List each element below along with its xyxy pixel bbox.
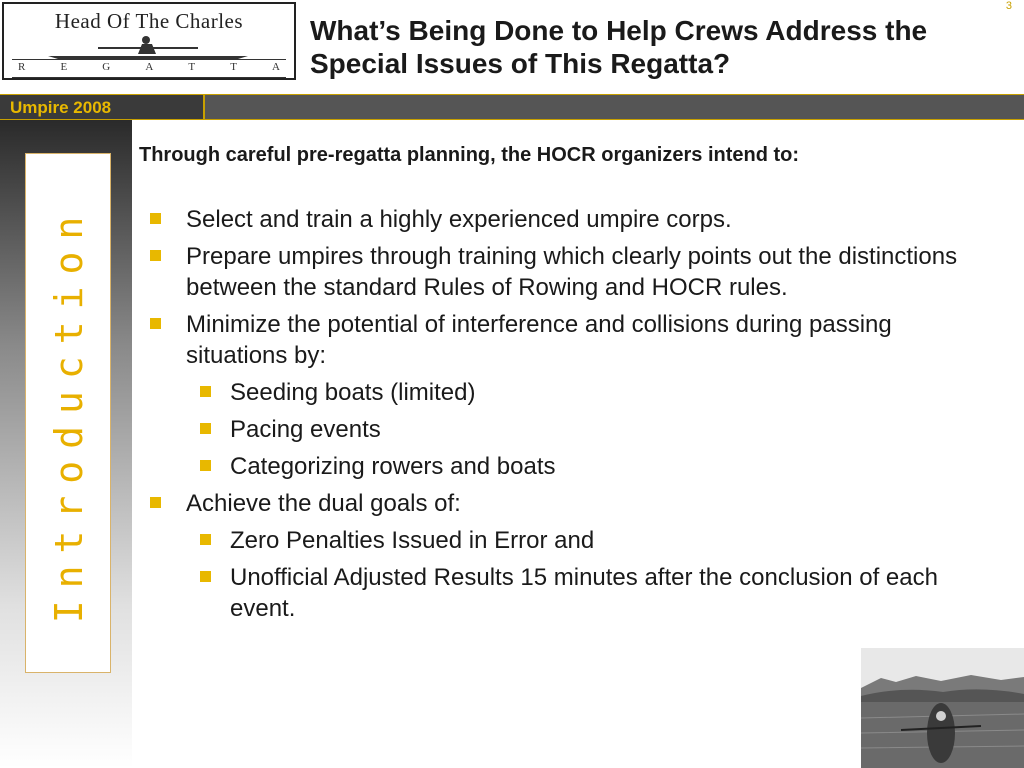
sub-bullet-item: Pacing events: [150, 414, 990, 445]
logo-title: Head Of The Charles: [54, 9, 244, 33]
sidebar: [0, 120, 132, 768]
rower-icon: [38, 34, 258, 60]
logo-letter: R: [18, 61, 26, 73]
header-band: [0, 94, 1024, 120]
slide-title: What’s Being Done to Help Crews Address the Special Issues of This Regatta?: [310, 15, 928, 79]
bullet-item: Select and train a highly experienced umpire corps.: [150, 204, 990, 235]
rowing-scene-illustration: [861, 648, 1024, 768]
sub-bullet-item: Categorizing rowers and boats: [150, 451, 990, 482]
logo-letter: T: [188, 61, 196, 73]
logo-letter: A: [272, 61, 280, 73]
sidebar-section-label: Introduction: [47, 204, 91, 624]
logo-letter: T: [230, 61, 237, 73]
sidebar-box: [25, 153, 111, 673]
logo-letter: G: [102, 61, 111, 73]
logo-letters: [18, 61, 280, 75]
hocr-logo: [2, 2, 296, 80]
sub-bullet-item: Unofficial Adjusted Results 15 minutes after the conclusion of each event.: [150, 562, 990, 624]
bullet-item: Achieve the dual goals of:: [150, 488, 990, 519]
bullet-item: Minimize the potential of interference and collisions during passing situations by:: [150, 309, 990, 371]
band-label: Umpire 2008: [0, 95, 205, 119]
bullet-item: Prepare umpires through training which clearly points out the distinctions between the standard Rules of Rowing and HOCR rules.: [150, 241, 990, 303]
logo-letter: A: [145, 61, 154, 73]
slide-subtitle: Through careful pre-regatta planning, the HOCR organizers intend to:: [139, 144, 800, 166]
sub-bullet-item: Zero Penalties Issued in Error and: [150, 525, 990, 556]
logo-letter: E: [60, 61, 68, 73]
logo-rule-top: [12, 59, 286, 60]
logo-rule-bottom: [12, 77, 286, 78]
rowing-photo: [861, 648, 1024, 768]
sub-bullet-item: Seeding boats (limited): [150, 377, 990, 408]
bullet-list: [150, 204, 990, 630]
page-number: 3: [1005, 0, 1012, 12]
